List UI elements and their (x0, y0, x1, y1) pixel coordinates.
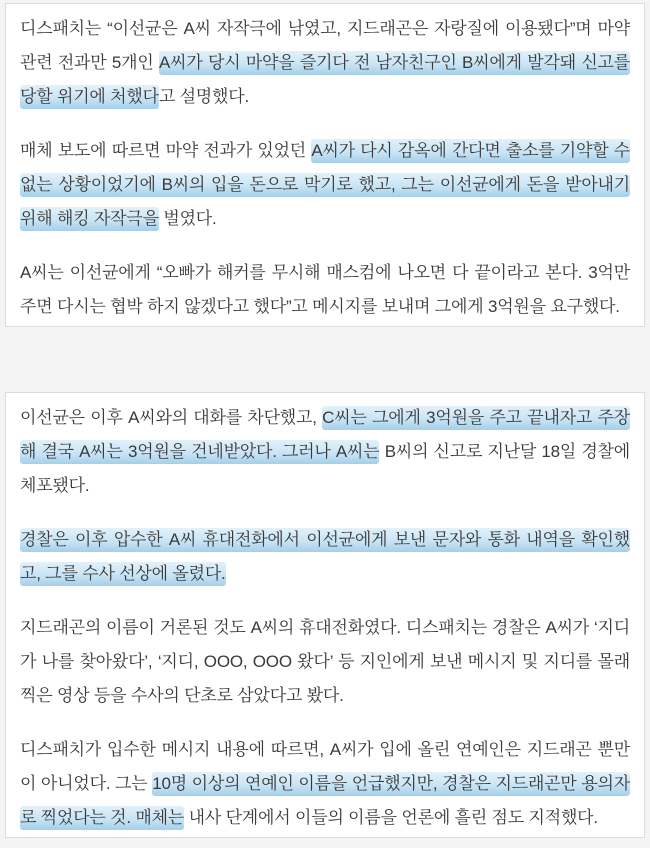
text-segment: B씨의 신고로 지난달 18일 경찰에 체포됐다. (20, 442, 630, 495)
text-segment: 디스패치가 입수한 메시지 내용에 따르면, A씨가 입에 올린 연예인은 지드래곤 뿐만이 아니었다. 그는 (20, 740, 630, 793)
highlighted-text: A씨가 다시 감옥에 간다면 출소를 기약할 수 없는 상황이었기에 B씨의 입을 돈으로 막기로 했고, 그는 이선균에게 돈을 받아내기 위해 해킹 자작극을 (20, 139, 630, 231)
highlighted-text: 10명 이상의 연예인 이름을 언급했지만, 경찰은 지드래곤만 용의자로 찍었다는 것. 매체는 (20, 772, 630, 830)
highlighted-text: 경찰은 이후 압수한 A씨 휴대전화에서 이선균에게 보낸 문자와 통화 내역을 확인했고, 그를 수사 선상에 올렸다. (20, 528, 630, 586)
article-paragraph (20, 134, 630, 236)
text-segment: 이선균은 이후 A씨와의 대화를 차단했고, (20, 408, 323, 427)
article-paragraph (20, 523, 630, 591)
article-paragraph (20, 611, 630, 713)
text-segment: A씨는 이선균에게 “오빠가 해커를 무시해 매스컴에 나오면 다 끝이라고 본다. 3억만 주면 다시는 협박 하지 않겠다고 했다”고 메시지를 보내며 그에게 3억원을 요구했다. (20, 263, 630, 316)
article-paragraph (20, 401, 630, 503)
highlighted-text: A씨가 당시 마약을 즐기다 전 남자친구인 B씨에게 발각돼 신고를 당할 위기에 처했다 (20, 51, 630, 109)
text-segment: 내사 단계에서 이들의 이름을 언론에 흘린 점도 지적했다. (184, 808, 598, 827)
article-card-bottom (5, 392, 645, 838)
highlighted-text: C씨는 그에게 3억원을 주고 끝내자고 주장해 결국 A씨는 3억원을 건네받았다. 그러나 A씨는 (20, 406, 630, 464)
text-segment: 디스패치는 “이선균은 A씨 자작극에 낚였고, 지드래곤은 자랑질에 이용됐다”며 마약 관련 전과만 5개인 (20, 19, 630, 72)
article-paragraph (20, 256, 630, 324)
article-paragraph (20, 12, 630, 114)
article-card-top (5, 3, 645, 327)
text-segment: 지드래곤의 이름이 거론된 것도 A씨의 휴대전화였다. 디스패치는 경찰은 A씨가 ‘지디가 나를 찾아왔다’, ‘지디, OOO, OOO 왔다’ 등 지인에게 보낸 메시지 및 지디를 몰래 찍은 영상 등을 수사의 단초로 삼았다고 봤다. (20, 618, 630, 705)
text-segment: 벌였다. (158, 209, 217, 228)
text-segment: 매체 보도에 따르면 마약 전과가 있었던 (20, 141, 312, 160)
article-paragraph (20, 733, 630, 835)
text-segment: 고 설명했다. (158, 87, 249, 106)
